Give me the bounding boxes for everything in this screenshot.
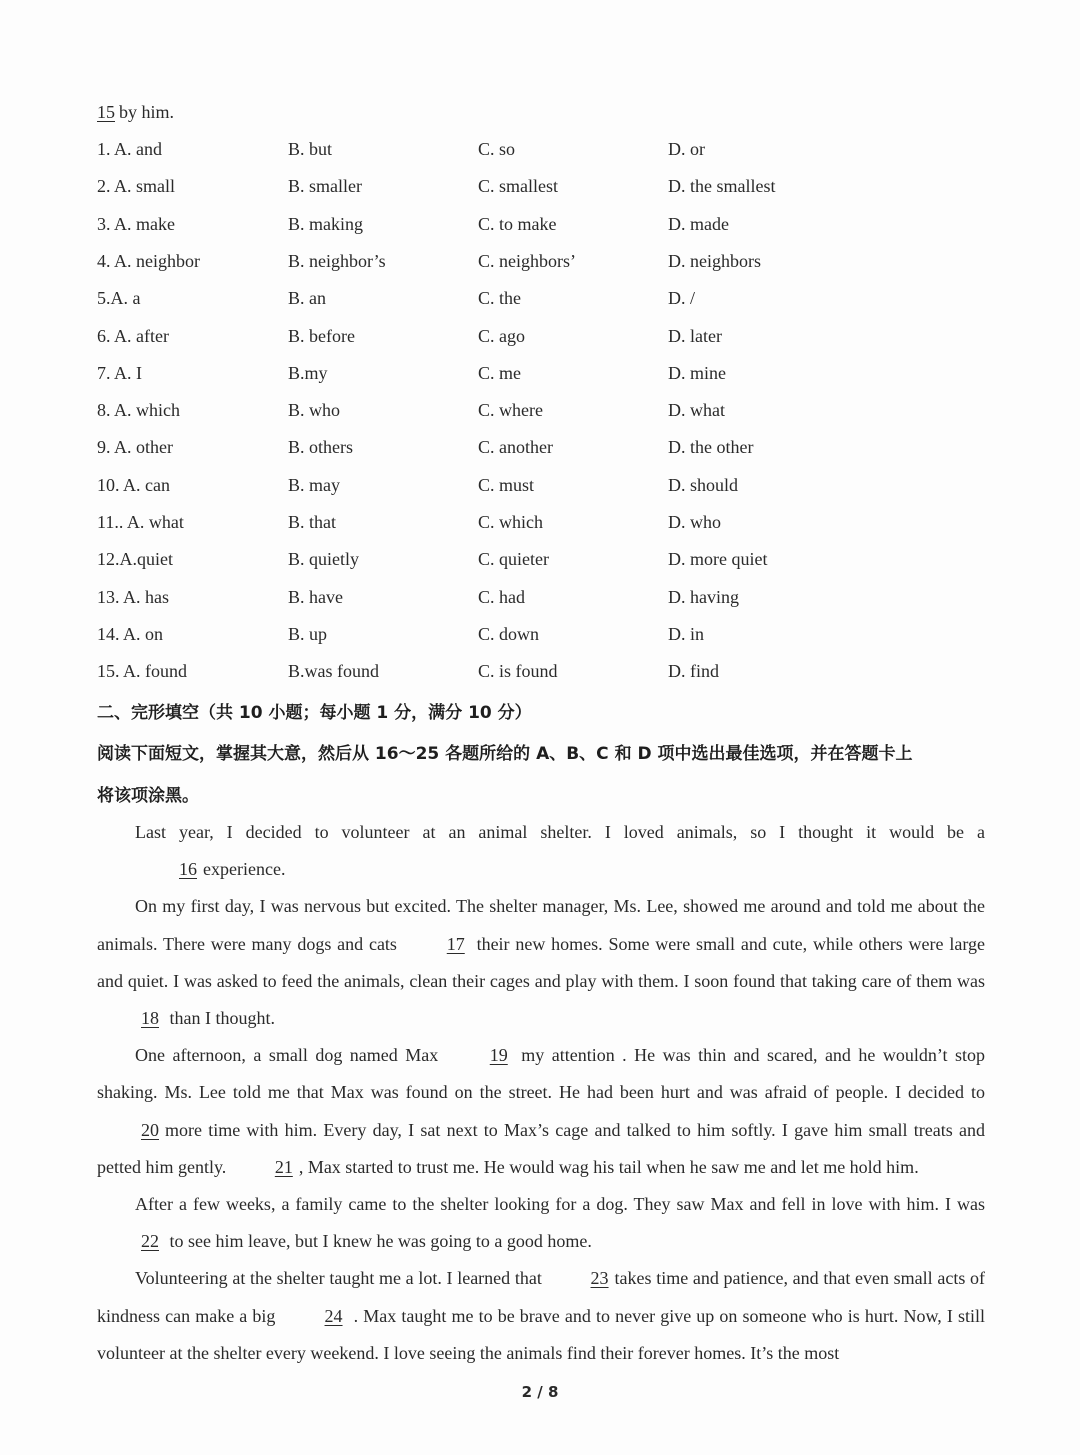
option-c: C. another bbox=[478, 437, 553, 458]
option-row bbox=[0, 214, 1080, 242]
option-b: B.was found bbox=[288, 661, 379, 682]
question-15-continuation: 15 by him. bbox=[97, 102, 175, 122]
option-b: B. an bbox=[288, 288, 326, 309]
option-c: C. is found bbox=[478, 661, 558, 682]
option-a: 9. A. other bbox=[97, 437, 173, 458]
instruction-line-2: 将该项涂黑。 bbox=[97, 786, 199, 806]
blank-17: 17 bbox=[446, 933, 465, 954]
paragraph-5: Volunteering at the shelter taught me a lot. I learned that 23 takes time and patience, and that even small acts of kindness can make a big 24 . Max taught me to be brave and to never give up on someone who is hurt. Now, I still volunteer at the shelter every weekend. I love seeing the animals find their forever homes. It’s the most bbox=[97, 1260, 985, 1372]
blank-20: 20 bbox=[141, 1119, 159, 1140]
page-number: 2 / 8 bbox=[521, 1383, 559, 1401]
option-row bbox=[0, 437, 1080, 465]
option-row bbox=[0, 326, 1080, 354]
option-b: B. others bbox=[288, 437, 353, 458]
option-c: C. neighbors’ bbox=[478, 250, 576, 271]
option-b: B. quietly bbox=[288, 549, 359, 570]
option-a: 7. A. I bbox=[97, 362, 142, 383]
option-d: D. who bbox=[668, 512, 721, 532]
option-row bbox=[0, 549, 1080, 577]
option-c: C. had bbox=[478, 586, 525, 607]
option-d: D. more quiet bbox=[668, 549, 768, 570]
blank-23: 23 bbox=[590, 1268, 609, 1289]
option-c: C. smallest bbox=[478, 176, 558, 197]
option-a: 11.. A. what bbox=[97, 512, 184, 532]
option-d: D. the smallest bbox=[668, 176, 776, 197]
option-row bbox=[0, 400, 1080, 428]
option-c: C. must bbox=[478, 474, 535, 495]
option-a: 5.A. a bbox=[97, 288, 141, 309]
blank-21: 21 bbox=[274, 1156, 293, 1177]
option-row bbox=[0, 363, 1080, 391]
paragraph-1-cont: 16 experience. bbox=[97, 851, 985, 888]
option-a: 1. A. and bbox=[97, 139, 162, 159]
paragraph-4: After a few weeks, a family came to the shelter looking for a dog. They saw Max and fell in love with him. I was 22 to see him leave, but I knew he was going to a good home. bbox=[97, 1186, 985, 1260]
blank-15: 15 bbox=[97, 102, 115, 122]
option-d: D. having bbox=[668, 586, 739, 607]
option-c: C. the bbox=[478, 288, 521, 309]
option-b: B.my bbox=[288, 362, 328, 383]
option-b: B. making bbox=[288, 213, 363, 234]
blank-16: 16 bbox=[179, 859, 197, 880]
blank-19: 19 bbox=[489, 1045, 508, 1066]
option-a: 8. A. which bbox=[97, 400, 180, 421]
option-a: 15. A. found bbox=[97, 661, 187, 682]
option-row bbox=[0, 251, 1080, 279]
option-d: D. the other bbox=[668, 437, 754, 458]
option-d: D. / bbox=[668, 288, 695, 309]
paragraph-1: Last year, I decided to volunteer at an animal shelter. I loved animals, so I thought it would be a bbox=[135, 822, 985, 842]
option-b: B. who bbox=[288, 400, 341, 421]
option-c: C. so bbox=[478, 139, 516, 159]
option-a: 13. A. has bbox=[97, 586, 169, 607]
paragraph-3: One afternoon, a small dog named Max 19 my attention . He was thin and scared, and he wouldn’t stop shaking. Ms. Lee told me that Max was found on the street. He had been hurt and was afraid of people. I decided to 20 more time with him. Every day, I sat next to Max’s cage and talked to him softly. I gave him small treats and petted him gently. 21 , Max started to trust me. He would wag his tail when he saw me and let me hold him. bbox=[97, 1037, 985, 1186]
option-b: B. up bbox=[288, 623, 328, 644]
option-a: 4. A. neighbor bbox=[97, 250, 200, 271]
option-c: C. down bbox=[478, 623, 540, 644]
option-row bbox=[0, 624, 1080, 652]
option-b: B. may bbox=[288, 474, 340, 495]
option-a: 12.A.quiet bbox=[97, 549, 173, 570]
blank-18: 18 bbox=[141, 1008, 159, 1029]
option-row bbox=[0, 475, 1080, 503]
option-d: D. made bbox=[668, 213, 729, 234]
blank-24: 24 bbox=[324, 1305, 343, 1326]
option-d: D. later bbox=[668, 325, 722, 346]
option-a: 3. A. make bbox=[97, 213, 175, 234]
option-a: 6. A. after bbox=[97, 325, 169, 346]
option-c: C. which bbox=[478, 512, 543, 532]
option-c: C. ago bbox=[478, 325, 525, 346]
option-b: B. but bbox=[288, 139, 333, 159]
option-b: B. that bbox=[288, 512, 336, 532]
option-d: D. mine bbox=[668, 362, 726, 383]
option-b: B. smaller bbox=[288, 176, 362, 197]
option-c: C. where bbox=[478, 400, 543, 421]
option-b: B. have bbox=[288, 586, 343, 607]
instruction-line-1: 阅读下面短文，掌握其大意，然后从 16～25 各题所给的 A、B、C 和 D 项中选出最佳选项，并在答题卡上 bbox=[97, 744, 913, 764]
paragraph-2: On my first day, I was nervous but excited. The shelter manager, Ms. Lee, showed me around and told me about the animals. There were many dogs and cats 17 their new homes. Some were small and cute, while others were large and quiet. I was asked to feed the animals, clean their cages and play with them. I soon found that taking care of them was 18 than I thought. bbox=[97, 888, 985, 1037]
option-row bbox=[0, 176, 1080, 204]
option-d: D. what bbox=[668, 400, 725, 421]
option-d: D. or bbox=[668, 139, 705, 159]
blank-22: 22 bbox=[141, 1231, 159, 1252]
option-a: 2. A. small bbox=[97, 176, 176, 197]
option-row bbox=[0, 139, 1080, 167]
option-c: C. quieter bbox=[478, 549, 549, 570]
option-a: 10. A. can bbox=[97, 474, 170, 495]
option-d: D. find bbox=[668, 661, 719, 682]
option-d: D. in bbox=[668, 623, 704, 644]
option-row bbox=[0, 512, 1080, 540]
option-b: B. before bbox=[288, 325, 355, 346]
option-row bbox=[0, 587, 1080, 615]
option-c: C. to make bbox=[478, 213, 557, 234]
option-b: B. neighbor’s bbox=[288, 250, 386, 271]
option-d: D. should bbox=[668, 474, 739, 495]
option-row bbox=[0, 661, 1080, 689]
option-row bbox=[0, 288, 1080, 316]
option-d: D. neighbors bbox=[668, 250, 761, 271]
section-title: 二、完形填空（共 10 小题；每小题 1 分，满分 10 分） bbox=[97, 703, 532, 723]
passage bbox=[97, 814, 985, 1372]
option-a: 14. A. on bbox=[97, 623, 164, 644]
option-c: C. me bbox=[478, 362, 521, 383]
